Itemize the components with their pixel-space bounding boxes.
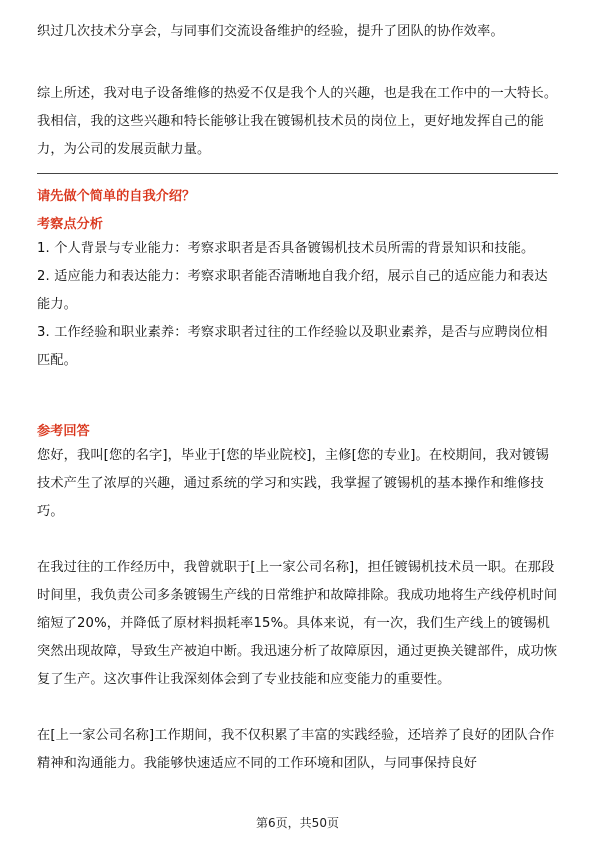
answer-paragraph: 在[上一家公司名称]工作期间，我不仅积累了丰富的实践经验，还培养了良好的团队合作精神和沟通能力。我能够快速适应不同的工作环境和团队，与同事保持良好	[37, 728, 555, 771]
analysis-heading: 考察点分析	[37, 217, 103, 232]
page-number: 第6页，共50页	[256, 816, 339, 830]
answer-paragraph: 在我过往的工作经历中，我曾就职于[上一家公司名称]，担任镀锡机技术员一职。在那段时间里，我负责公司多条镀锡生产线的日常维护和故障排除。我成功地将生产线停机时间缩短了20%，并降低了原材料损耗率15%。具体来说，有一次，我们生产线上的镀锡机突然出现故障，导致生产被迫中断。我迅速分析了故障原因，通过更换关键部件，成功恢复了生产。这次事件让我深刻体会到了专业技能和应变能力的重要性。	[37, 560, 558, 687]
reference-answer-heading: 参考回答	[37, 424, 90, 439]
summary-paragraph	[37, 80, 558, 164]
paragraph	[37, 18, 558, 46]
section-divider	[37, 173, 558, 174]
analysis-point: 1. 个人背景与专业能力：考察求职者是否具备镀锡机技术员所需的背景知识和技能。	[37, 241, 535, 256]
answer-paragraph: 您好，我叫[您的名字]，毕业于[您的毕业院校]，主修[您的专业]。在校期间，我对镀锡技术产生了浓厚的兴趣，通过系统的学习和实践，我掌握了镀锡机的基本操作和维修技巧。	[37, 448, 549, 519]
analysis-point: 3. 工作经验和职业素养：考察求职者过往的工作经验以及职业素养，是否与应聘岗位相匹配。	[37, 325, 548, 368]
paragraph-text: 综上所述，我对电子设备维修的热爱不仅是我个人的兴趣，也是我在工作中的一大特长。我相信，我的这些兴趣和特长能够让我在镀锡机技术员的岗位上，更好地发挥自己的能力，为公司的发展贡献力量。	[37, 86, 558, 157]
analysis-point: 2. 适应能力和表达能力：考察求职者能否清晰地自我介绍，展示自己的适应能力和表达能力。	[37, 269, 548, 312]
reference-answer	[37, 442, 558, 778]
question-title: 请先做个简单的自我介绍？	[37, 189, 196, 204]
paragraph-text: 织过几次技术分享会，与同事们交流设备维护的经验，提升了团队的协作效率。	[37, 24, 504, 39]
analysis-points	[37, 235, 558, 375]
